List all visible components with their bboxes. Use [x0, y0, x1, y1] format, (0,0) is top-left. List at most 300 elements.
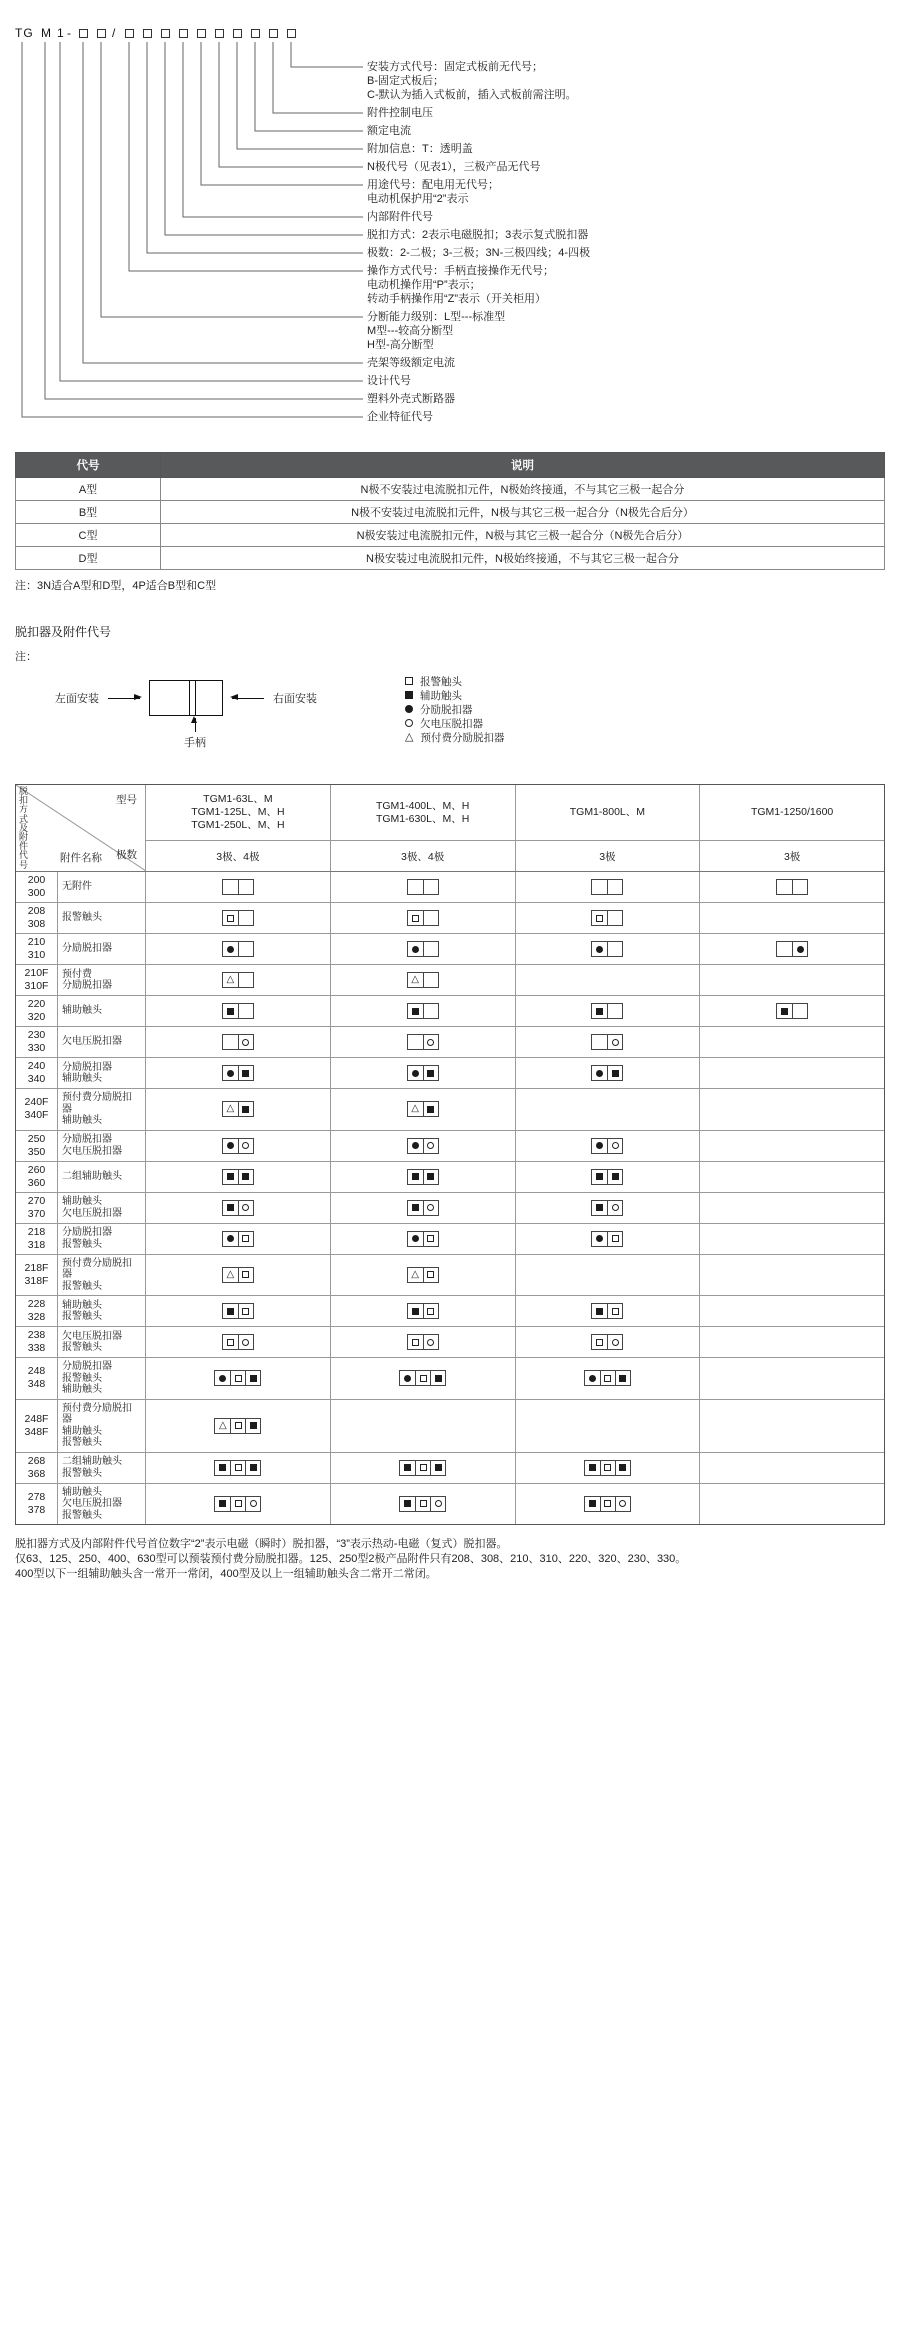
- accessory-slot: [245, 1461, 260, 1475]
- undervoltage-release-symbol: [435, 1500, 442, 1507]
- accessory-slot: [215, 1497, 230, 1511]
- matrix-data-cell: [700, 1296, 884, 1326]
- code-label-line: 脱扣方式：2表示电磁脱扣；3表示复式脱扣器: [367, 229, 589, 241]
- undervoltage-release-symbol: [612, 1039, 619, 1046]
- left-install-label: 左面安装: [55, 693, 99, 705]
- code-label: [367, 160, 541, 174]
- shunt-release-symbol: [596, 1142, 603, 1149]
- accessory-name-line: 辅助触头: [62, 1384, 102, 1395]
- accessory-code-cell: [16, 1162, 58, 1192]
- accessory-diagram: [584, 1370, 631, 1386]
- accessory-slot: [423, 880, 438, 894]
- aux-contact-symbol: [242, 1173, 249, 1180]
- accessory-name-line: 报警触头: [62, 1342, 102, 1353]
- aux-contact-symbol: [219, 1500, 226, 1507]
- accessory-slot: [585, 1461, 600, 1475]
- matrix-data-cell: [331, 872, 516, 902]
- accessory-code: 310F: [24, 980, 49, 992]
- code-label: [367, 178, 499, 206]
- matrix-row: [16, 1453, 884, 1484]
- accessory-code: 318F: [24, 1274, 49, 1287]
- matrix-data-cell: [331, 1327, 516, 1357]
- aux-contact-symbol: [612, 1173, 619, 1180]
- accessory-slot: [600, 1461, 615, 1475]
- aux-contact-symbol: [619, 1464, 626, 1471]
- accessory-code-cell: [16, 1027, 58, 1057]
- aux-contact-symbol: [404, 1464, 411, 1471]
- shunt-release-symbol: [412, 1235, 419, 1242]
- aux-contact-symbol: [219, 1464, 226, 1471]
- accessory-diagram: [407, 1200, 439, 1216]
- matrix-column-header: [516, 785, 701, 871]
- accessory-code: 208: [27, 905, 46, 917]
- accessory-code: 260: [27, 1163, 46, 1176]
- accessory-diagram: [214, 1370, 261, 1386]
- code-slash: /: [112, 26, 117, 40]
- accessory-code-cell: [16, 1400, 58, 1452]
- accessory-slot: [415, 1461, 430, 1475]
- accessory-diagram: [407, 879, 439, 895]
- matrix-data-cell: [516, 1058, 701, 1088]
- undervoltage-release-symbol: [612, 1204, 619, 1211]
- accessory-slot: [230, 1371, 245, 1385]
- matrix-data-cell: [516, 872, 701, 902]
- accessory-diagram: [222, 941, 254, 957]
- npole-desc-cell: N极安装过电流脱扣元件，N极与其它三极一起合分（N极先合后分）: [161, 524, 885, 547]
- matrix-column-header: [331, 785, 516, 871]
- matrix-data-cell: [700, 1131, 884, 1161]
- accessory-slot: [592, 1066, 607, 1080]
- undervoltage-release-symbol: [242, 1339, 249, 1346]
- code-box: [125, 29, 134, 38]
- accessory-slot: [592, 1004, 607, 1018]
- accessory-slot: [792, 942, 807, 956]
- matrix-row: [16, 1296, 884, 1327]
- shunt-release-symbol: [797, 946, 804, 953]
- aux-contact-symbol: [250, 1375, 257, 1382]
- accessory-name-line: 预付费分励脱扣器: [62, 1402, 132, 1425]
- accessory-code-cell: [16, 1089, 58, 1130]
- matrix-body: [16, 872, 884, 1524]
- accessory-slot: [230, 1461, 245, 1475]
- model-name: TGM1-400L、M、H: [375, 799, 470, 812]
- npole-code-cell: D型: [16, 547, 161, 570]
- accessory-slot: [223, 1268, 238, 1282]
- npole-header-code: 代号: [16, 453, 161, 478]
- code-label: [367, 374, 411, 388]
- alarm-contact-symbol: [420, 1500, 427, 1507]
- matrix-data-cell: [146, 1027, 331, 1057]
- aux-contact-symbol: [596, 1173, 603, 1180]
- matrix-model-names: [331, 785, 515, 841]
- leader-line: [83, 42, 363, 363]
- accessory-slot: [423, 1201, 438, 1215]
- accessory-slot: [592, 1035, 607, 1049]
- alarm-contact-symbol: [612, 1235, 619, 1242]
- legend-item: [405, 716, 504, 730]
- matrix-row: [16, 1400, 884, 1453]
- leader-line: [45, 42, 363, 399]
- matrix-data-cell: [516, 1162, 701, 1192]
- aux-contact-symbol: [412, 1204, 419, 1211]
- prepaid-shunt-symbol: △: [226, 974, 235, 985]
- matrix-data-cell: [331, 1162, 516, 1192]
- handle-pointer: [165, 718, 225, 750]
- matrix-data-cell: [146, 1358, 331, 1399]
- shunt-release-symbol: [412, 1070, 419, 1077]
- matrix-data-cell: [516, 996, 701, 1026]
- aux-contact-symbol: [435, 1375, 442, 1382]
- code-label-line: 操作方式代号：手柄直接操作无代号；: [367, 265, 554, 277]
- accessory-slot: [223, 942, 238, 956]
- accessory-slot: [592, 1304, 607, 1318]
- accessory-slot: [607, 1170, 622, 1184]
- alarm-contact-symbol: [405, 677, 413, 685]
- accessory-slot: [400, 1497, 415, 1511]
- accessory-code: 330: [27, 1042, 46, 1054]
- accessory-slot: [615, 1497, 630, 1511]
- accessory-name-cell: [58, 1484, 146, 1525]
- right-install-label: 右面安装: [273, 693, 317, 705]
- accessory-slot: [230, 1497, 245, 1511]
- npole-table-note: 注：3N适合A型和D型，4P适合B型和C型: [15, 580, 217, 592]
- accessory-code: 340: [27, 1073, 46, 1085]
- accessory-name-cell: [58, 1162, 146, 1192]
- matrix-data-cell: [700, 1089, 884, 1130]
- accessory-name-line: 报警触头: [62, 912, 102, 924]
- accessory-name-line: 预付费: [62, 968, 92, 980]
- accessory-slot: [585, 1497, 600, 1511]
- accessory-name-line: 分励脱扣器: [62, 1227, 112, 1238]
- accessory-code: 200: [27, 874, 46, 886]
- accessory-name-cell: [58, 1131, 146, 1161]
- accessory-name-line: 报警触头: [62, 1509, 102, 1521]
- npole-desc-cell: N极安装过电流脱扣元件，N极始终接通，不与其它三极一起合分: [161, 547, 885, 570]
- matrix-data-cell: [516, 1453, 701, 1483]
- accessory-slot: [600, 1497, 615, 1511]
- accessory-name-line: 辅助触头: [62, 1005, 102, 1017]
- leader-line: [60, 42, 363, 381]
- accessory-diagram: [214, 1418, 261, 1434]
- accessory-slot: [607, 911, 622, 925]
- aux-contact-symbol: [227, 1173, 234, 1180]
- matrix-data-cell: [516, 1255, 701, 1296]
- undervoltage-release-symbol: [405, 719, 413, 727]
- accessory-slot: [615, 1371, 630, 1385]
- accessory-name-line: 辅助触头: [62, 1196, 102, 1207]
- shunt-release-symbol: [227, 1070, 234, 1077]
- matrix-poles-value: 3极、4极: [401, 850, 445, 863]
- matrix-data-cell: [700, 1400, 884, 1452]
- accessory-name-cell: [58, 1296, 146, 1326]
- accessory-code: 318: [27, 1238, 46, 1251]
- prepaid-shunt-symbol: △: [411, 1268, 419, 1280]
- accessory-slot: [585, 1371, 600, 1385]
- aux-contact-symbol: [412, 1173, 419, 1180]
- accessory-code-cell: [16, 1255, 58, 1296]
- accessory-code: 320: [27, 1011, 46, 1023]
- aux-contact-symbol: [596, 1308, 603, 1315]
- matrix-data-cell: [331, 1358, 516, 1399]
- aux-contact-symbol: [242, 1070, 249, 1077]
- aux-contact-symbol: [412, 1308, 419, 1315]
- accessory-code-cell: [16, 1224, 58, 1254]
- matrix-row: [16, 1224, 884, 1255]
- aux-contact-symbol: [427, 1070, 434, 1077]
- accessory-slot: [607, 1304, 622, 1318]
- accessory-slot: [423, 1170, 438, 1184]
- accessory-diagram: [407, 941, 439, 957]
- legend-label: 辅助触头: [420, 689, 462, 702]
- accessory-code: 348: [27, 1378, 46, 1391]
- undervoltage-release-symbol: [250, 1500, 257, 1507]
- accessory-diagram: [591, 1169, 623, 1185]
- matrix-data-cell: [700, 1224, 884, 1254]
- arrow-up-icon: [195, 718, 196, 732]
- matrix-poles-value: 3极: [599, 850, 616, 863]
- code-label-line: 附件控制电压: [367, 107, 433, 119]
- shunt-release-symbol: [596, 946, 603, 953]
- alarm-contact-symbol: [604, 1375, 611, 1382]
- footnote-line: 仅63、125、250、400、630型可以预装预付费分励脱扣器。125、250型2极产品附件只有208、308、210、310、220、320、230、330。: [15, 1553, 687, 1565]
- matrix-data-cell: [516, 934, 701, 964]
- aux-contact-symbol: [596, 1204, 603, 1211]
- matrix-data-cell: [516, 1358, 701, 1399]
- matrix-data-cell: [146, 1453, 331, 1483]
- matrix-row: [16, 996, 884, 1027]
- matrix-data-cell: [516, 1089, 701, 1130]
- undervoltage-release-symbol: [242, 1039, 249, 1046]
- accessory-code-cell: [16, 965, 58, 995]
- accessory-code: 230: [27, 1029, 46, 1041]
- undervoltage-release-symbol: [427, 1039, 434, 1046]
- code-label-line: 壳架等级额定电流: [367, 357, 455, 369]
- breaker-body-figure: [149, 680, 223, 716]
- accessory-slot: [238, 973, 253, 987]
- npole-desc-cell: N极不安装过电流脱扣元件，N极与其它三极一起合分（N极先合后分）: [161, 501, 885, 524]
- accessory-slot: [423, 1035, 438, 1049]
- code-label-line: 内部附件代号: [367, 211, 433, 223]
- accessory-slot: [592, 911, 607, 925]
- matrix-column-header: [146, 785, 331, 871]
- code-label-line: H型-高分断型: [367, 339, 434, 351]
- accessory-diagram: [407, 1101, 439, 1117]
- accessory-slot: [430, 1461, 445, 1475]
- arrow-right-icon: [108, 698, 140, 699]
- accessory-diagram: [407, 1138, 439, 1154]
- accessory-code-cell: [16, 1193, 58, 1223]
- code-box: [143, 29, 152, 38]
- accessory-slot: [615, 1461, 630, 1475]
- accessory-slot: [238, 1066, 253, 1080]
- matrix-row: [16, 1089, 884, 1131]
- accessory-code-cell: [16, 903, 58, 933]
- matrix-row: [16, 1255, 884, 1297]
- undervoltage-release-symbol: [612, 1339, 619, 1346]
- matrix-data-cell: [700, 1193, 884, 1223]
- matrix-data-cell: [331, 1484, 516, 1525]
- accessory-code: 210: [27, 936, 46, 948]
- matrix-data-cell: [331, 903, 516, 933]
- accessory-name-cell: [58, 965, 146, 995]
- matrix-data-cell: [146, 1193, 331, 1223]
- accessory-diagram: [407, 1169, 439, 1185]
- matrix-corner-cell: [16, 785, 146, 871]
- aux-contact-symbol: [405, 691, 413, 699]
- accessory-slot: [592, 1335, 607, 1349]
- accessory-code: 210F: [24, 967, 49, 979]
- accessory-slot: [592, 1201, 607, 1215]
- accessory-slot: [415, 1371, 430, 1385]
- matrix-data-cell: [700, 1058, 884, 1088]
- code-box: [179, 29, 188, 38]
- matrix-data-cell: [331, 1224, 516, 1254]
- accessory-slot: [415, 1497, 430, 1511]
- matrix-data-cell: [146, 1327, 331, 1357]
- prepaid-shunt-symbol: △: [219, 1419, 227, 1431]
- accessory-code-cell: [16, 1327, 58, 1357]
- alarm-contact-symbol: [604, 1500, 611, 1507]
- accessory-slot: [238, 911, 253, 925]
- accessory-name-line: 辅助触头: [62, 1486, 102, 1498]
- aux-contact-symbol: [589, 1464, 596, 1471]
- accessory-code: 240: [27, 1060, 46, 1072]
- accessory-name-cell: [58, 903, 146, 933]
- accessory-slot: [400, 1461, 415, 1475]
- accessory-slot: [423, 1335, 438, 1349]
- aux-contact-symbol: [250, 1422, 257, 1429]
- shunt-release-symbol: [227, 1142, 234, 1149]
- accessory-diagram: [591, 1200, 623, 1216]
- accessory-name-line: 分励脱扣器: [62, 1134, 112, 1145]
- matrix-data-cell: [700, 1453, 884, 1483]
- arrow-left-icon: [232, 698, 264, 699]
- undervoltage-release-symbol: [612, 1142, 619, 1149]
- accessory-name-cell: [58, 1027, 146, 1057]
- matrix-data-cell: [146, 1058, 331, 1088]
- accessory-code: 350: [27, 1145, 46, 1158]
- accessory-diagram: [399, 1496, 446, 1512]
- accessory-code: 310: [27, 949, 46, 961]
- accessory-slot: [408, 1268, 423, 1282]
- accessory-diagram: [214, 1496, 261, 1512]
- leader-line: [291, 42, 363, 67]
- footnote-line: 脱扣器方式及内部附件代号首位数字“2”表示电磁（瞬时）脱扣器，“3”表示热动-电磁（复式）脱扣器。: [15, 1538, 508, 1550]
- shunt-release-symbol: [412, 946, 419, 953]
- code-label: [367, 124, 411, 138]
- accessory-slot: [408, 942, 423, 956]
- accessory-slot: [223, 1066, 238, 1080]
- accessory-name-line: 分励脱扣器: [62, 980, 112, 991]
- accessory-diagram: [407, 910, 439, 926]
- undervoltage-release-symbol: [427, 1339, 434, 1346]
- matrix-data-cell: [331, 1027, 516, 1057]
- code-label-line: 塑料外壳式断路器: [367, 393, 455, 405]
- npole-row: [16, 547, 885, 570]
- accessory-name-line: 辅助触头: [62, 1115, 102, 1126]
- accessory-code: 218: [27, 1225, 46, 1238]
- undervoltage-release-symbol: [427, 1204, 434, 1211]
- accessory-name-line: 欠电压脱扣器: [62, 1498, 122, 1509]
- accessory-slot: [238, 1201, 253, 1215]
- matrix-data-cell: [516, 965, 701, 995]
- matrix-data-cell: [516, 1327, 701, 1357]
- accessory-code: 308: [27, 918, 46, 930]
- accessory-name-line: 欠电压脱扣器: [62, 1036, 122, 1048]
- npole-type-table: [15, 452, 885, 570]
- accessory-slot: [430, 1371, 445, 1385]
- accessory-code: 278: [27, 1490, 46, 1503]
- npole-desc-cell: N极不安装过电流脱扣元件，N极始终接通，不与其它三极一起合分: [161, 478, 885, 501]
- accessory-code: 248: [27, 1365, 46, 1378]
- accessory-diagram: [399, 1460, 446, 1476]
- matrix-row: [16, 934, 884, 965]
- model-code-diagram: [15, 26, 885, 438]
- accessory-code: 250: [27, 1132, 46, 1145]
- accessory-diagram: [591, 1334, 623, 1350]
- leader-line: [129, 42, 363, 271]
- accessory-diagram: [399, 1370, 446, 1386]
- accessory-slot: [792, 1004, 807, 1018]
- accessory-diagram: [407, 1267, 439, 1283]
- matrix-row: [16, 1131, 884, 1162]
- accessory-slot: [223, 1335, 238, 1349]
- accessory-slot: [238, 1139, 253, 1153]
- legend-label: 报警触头: [420, 675, 462, 688]
- accessory-section-title: 脱扣器及附件代号: [15, 625, 112, 639]
- accessory-code-cell: [16, 872, 58, 902]
- accessory-code: 328: [27, 1311, 46, 1323]
- alarm-contact-symbol: [412, 915, 419, 922]
- matrix-row: [16, 1027, 884, 1058]
- accessory-name-cell: [58, 1058, 146, 1088]
- matrix-data-cell: [700, 1162, 884, 1192]
- accessory-code-cell: [16, 1058, 58, 1088]
- shunt-release-symbol: [596, 1235, 603, 1242]
- accessory-slot: [408, 1102, 423, 1116]
- model-name: TGM1-125L、M、H: [191, 806, 285, 818]
- matrix-data-cell: [146, 1296, 331, 1326]
- aux-contact-symbol: [227, 1008, 234, 1015]
- matrix-poles-value: 3极: [783, 850, 801, 863]
- accessory-name-line: 报警触头: [62, 1437, 102, 1448]
- accessory-slot: [215, 1371, 230, 1385]
- accessory-name-line: 预付费分励脱扣器: [62, 1092, 132, 1115]
- accessory-diagram: [407, 1034, 439, 1050]
- matrix-data-cell: [516, 1027, 701, 1057]
- accessory-code: 218F: [24, 1261, 49, 1274]
- footnotes: [15, 1537, 885, 1582]
- footnote-line: 400型以下一组辅助触头含一常开一常闭，400型及以上一组辅助触头含二常开二常闭。: [15, 1568, 437, 1580]
- matrix-data-cell: [700, 1327, 884, 1357]
- accessory-code: 378: [27, 1503, 46, 1516]
- code-label: [367, 410, 433, 424]
- accessory-slot: [607, 1232, 622, 1246]
- accessory-name-line: 欠电压脱扣器: [62, 1330, 122, 1342]
- accessory-name-cell: [58, 1255, 146, 1296]
- accessory-slot: [238, 1170, 253, 1184]
- matrix-row: [16, 1193, 884, 1224]
- accessory-diagram: [222, 1034, 254, 1050]
- accessory-slot: [238, 1004, 253, 1018]
- code-label-line: 分断能力级别：L型---标准型: [367, 311, 506, 323]
- accessory-diagram: [222, 1003, 254, 1019]
- aux-contact-symbol: [250, 1464, 257, 1471]
- aux-contact-symbol: [412, 1008, 419, 1015]
- accessory-slot: [223, 1004, 238, 1018]
- aux-contact-symbol: [612, 1070, 619, 1077]
- accessory-matrix-table: [15, 784, 885, 1525]
